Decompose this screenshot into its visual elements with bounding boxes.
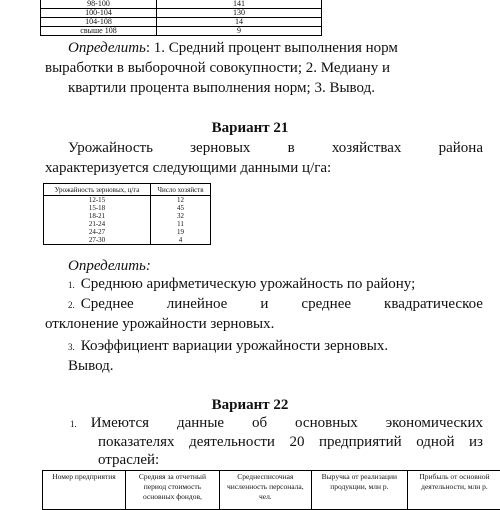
variant21-intro-line1: Урожайность зерновых в хозяйствах района <box>68 140 483 156</box>
variant22-line1: 1. Имеются данные об основных экономических <box>70 415 483 431</box>
list-item: 2. Среднее линейное и среднее квадратическое <box>68 296 483 312</box>
table-row: свыше 108 9 <box>41 27 322 36</box>
task-prev-line3: квартили процента выполнения норм; 3. Вывод. <box>68 80 375 96</box>
variant22-line2: показателях деятельности 20 предприятий одной из <box>98 434 483 450</box>
list-item: 1. Среднюю арифметическую урожайность по району; <box>68 276 416 292</box>
task-prev-line2: выработки в выборочной совокупности; 2. Медиану и <box>45 60 390 76</box>
variant21-title: Вариант 21 <box>211 120 289 136</box>
table-row: 104-108 14 <box>41 18 322 27</box>
table-row: 24-27 19 <box>44 228 211 236</box>
variant22-title: Вариант 22 <box>211 397 289 413</box>
variant21-intro-line2: характеризуется следующими данными ц/га: <box>45 160 332 176</box>
column-header: Номер предприятия <box>43 471 126 510</box>
column-header: Число хозяйств <box>151 184 211 196</box>
determine-label: Определить: <box>68 258 151 274</box>
list-item-continuation: отклонение урожайности зерновых. <box>45 316 275 332</box>
table-row: 15-18 45 <box>44 204 211 212</box>
table-row: 12-15 12 <box>44 196 211 205</box>
top-table <box>40 0 322 36</box>
column-header: Урожайность зерновых, ц/га <box>44 184 151 196</box>
yield-table <box>43 183 211 245</box>
column-header: Выручка от реализации продукции, млн р. <box>311 471 407 510</box>
conclusion: Вывод. <box>68 358 114 374</box>
enterprise-table <box>42 470 500 510</box>
task-prev-line1: Определить: 1. Средний процент выполнения норм <box>68 40 398 56</box>
table-row: 100-104 130 <box>41 9 322 18</box>
table-row: 21-24 11 <box>44 220 211 228</box>
table-row: 27-30 4 <box>44 236 211 245</box>
variant22-line3: отраслей: <box>98 452 160 468</box>
column-header: Прибыль от основной деятельности, млн р. <box>407 471 500 510</box>
table-row: 18-21 32 <box>44 212 211 220</box>
column-header: Средняя за отчетный период стоимость основных фондов, <box>125 471 219 510</box>
table-row: 98-100 141 <box>41 0 322 9</box>
list-item: 3. Коэффициент вариации урожайности зерновых. <box>68 338 389 354</box>
column-header: Среднесписочная численность персонала, чел. <box>219 471 311 510</box>
